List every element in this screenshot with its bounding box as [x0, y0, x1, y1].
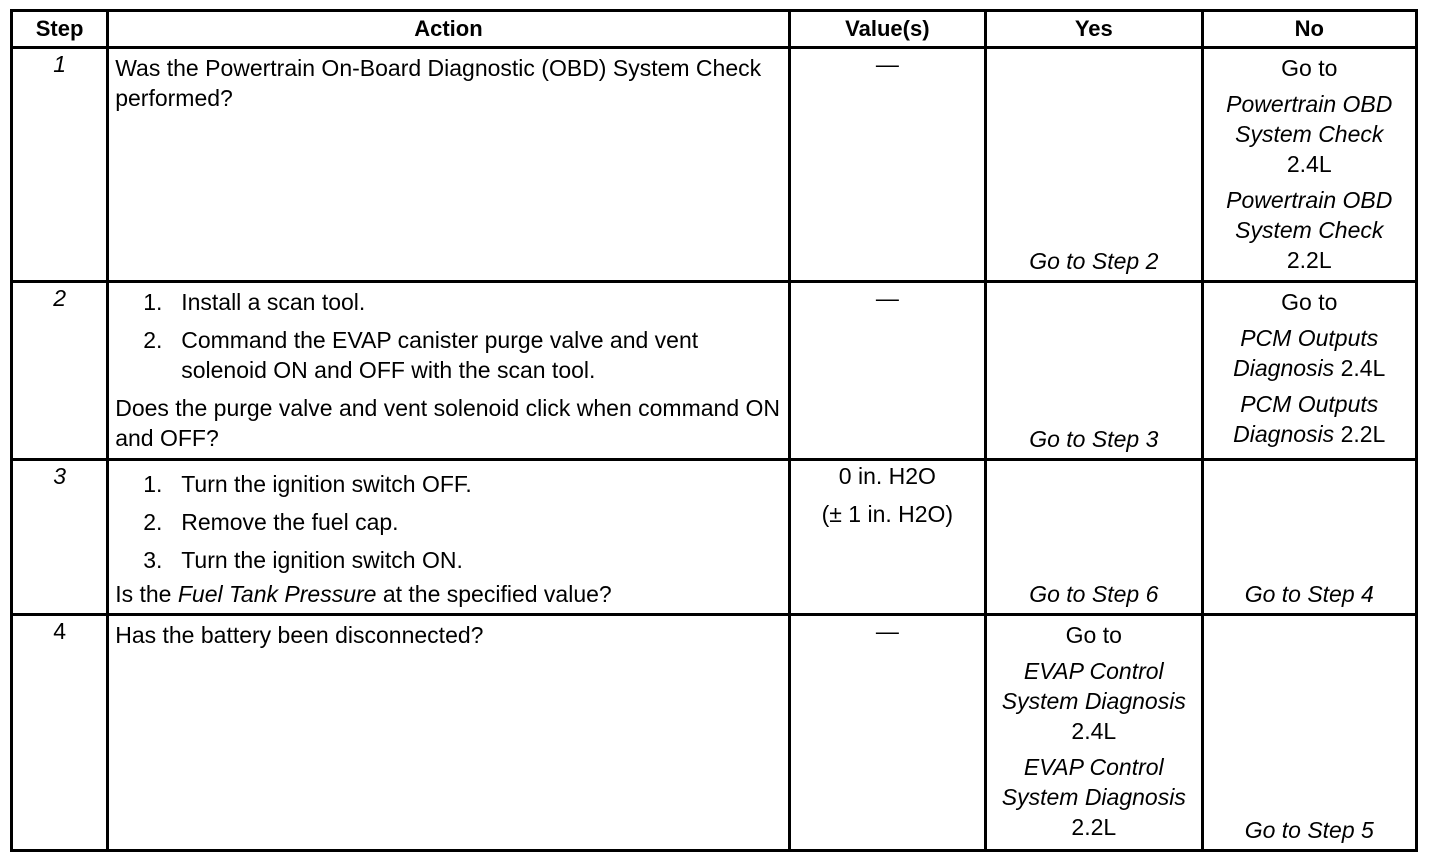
- action-question: Was the Powertrain On-Board Diagnostic (OBD) System Check performed?: [115, 55, 762, 111]
- yes-goto-link[interactable]: Go to Step 2: [1029, 248, 1159, 274]
- step-number: 3: [53, 463, 66, 489]
- step-number: 4: [53, 618, 66, 644]
- no-option-2-4l[interactable]: PCM Outputs Diagnosis 2.4L: [1233, 325, 1386, 381]
- value-tolerance: (± 1 in. H2O): [821, 501, 954, 527]
- value-dash: —: [875, 51, 899, 77]
- table-row-step-2: [12, 282, 1417, 460]
- value-cell: [789, 460, 985, 615]
- action-cell: [108, 48, 789, 282]
- yes-cell: [986, 615, 1202, 851]
- action-question: Does the purge valve and vent solenoid click when command ON and OFF?: [115, 395, 781, 451]
- value-cell: [789, 615, 985, 851]
- no-goto-intro: Go to: [1281, 55, 1338, 81]
- table-row-step-1: [12, 48, 1417, 282]
- header-row: [12, 11, 1417, 48]
- action-step: 2. Command the EVAP canister purge valve and vent solenoid ON and OFF with the scan tool.: [143, 327, 699, 383]
- action-step: 3. Turn the ignition switch ON.: [143, 547, 463, 573]
- no-cell: [1202, 460, 1416, 615]
- action-steps-list: [115, 469, 781, 575]
- yes-cell: [986, 48, 1202, 282]
- action-cell: [108, 460, 789, 615]
- action-step: 2. Remove the fuel cap.: [143, 509, 399, 535]
- value-cell: [789, 282, 985, 460]
- step-number: 1: [53, 51, 66, 77]
- header-values: Value(s): [789, 11, 985, 48]
- step-number-cell: [12, 282, 108, 460]
- header-step: Step: [12, 11, 108, 48]
- value-dash: —: [875, 285, 899, 311]
- action-steps-list: [115, 287, 781, 385]
- action-cell: [108, 282, 789, 460]
- no-option-2-2l[interactable]: Powertrain OBD System Check 2.2L: [1226, 187, 1393, 273]
- diagnostic-table-container: [10, 9, 1418, 852]
- header-yes: Yes: [986, 11, 1202, 48]
- header-no: No: [1202, 11, 1416, 48]
- no-cell: [1202, 282, 1416, 460]
- no-goto-intro: Go to: [1281, 289, 1338, 315]
- no-option-2-2l[interactable]: PCM Outputs Diagnosis 2.2L: [1233, 391, 1386, 447]
- step-number: 2: [53, 285, 66, 311]
- yes-option-2-2l[interactable]: EVAP Control System Diagnosis 2.2L: [1001, 754, 1186, 840]
- header-action: Action: [108, 11, 789, 48]
- step-number-cell: [12, 615, 108, 851]
- yes-goto-link[interactable]: Go to Step 3: [1029, 426, 1159, 452]
- yes-cell: [986, 282, 1202, 460]
- no-cell: [1202, 48, 1416, 282]
- value-dash: —: [875, 618, 899, 644]
- action-step: 1. Install a scan tool.: [143, 289, 366, 315]
- step-number-cell: [12, 460, 108, 615]
- value-pressure: 0 in. H2O: [838, 463, 936, 489]
- no-cell: [1202, 615, 1416, 851]
- action-question: Is the Fuel Tank Pressure at the specified value?: [115, 581, 612, 607]
- table-row-step-4: [12, 615, 1417, 851]
- yes-goto-link[interactable]: Go to Step 6: [1029, 581, 1159, 607]
- yes-cell: [986, 460, 1202, 615]
- step-number-cell: [12, 48, 108, 282]
- action-question: Has the battery been disconnected?: [115, 622, 484, 648]
- no-goto-link[interactable]: Go to Step 5: [1244, 817, 1374, 843]
- no-goto-link[interactable]: Go to Step 4: [1244, 581, 1374, 607]
- action-cell: [108, 615, 789, 851]
- table-row-step-3: [12, 460, 1417, 615]
- action-step: 1. Turn the ignition switch OFF.: [143, 471, 472, 497]
- yes-goto-intro: Go to: [1065, 622, 1122, 648]
- yes-option-2-4l[interactable]: EVAP Control System Diagnosis 2.4L: [1001, 658, 1186, 744]
- no-option-2-4l[interactable]: Powertrain OBD System Check 2.4L: [1226, 91, 1393, 177]
- diagnostic-table: [10, 9, 1418, 852]
- fuel-tank-pressure-param: Fuel Tank Pressure: [177, 581, 377, 607]
- value-cell: [789, 48, 985, 282]
